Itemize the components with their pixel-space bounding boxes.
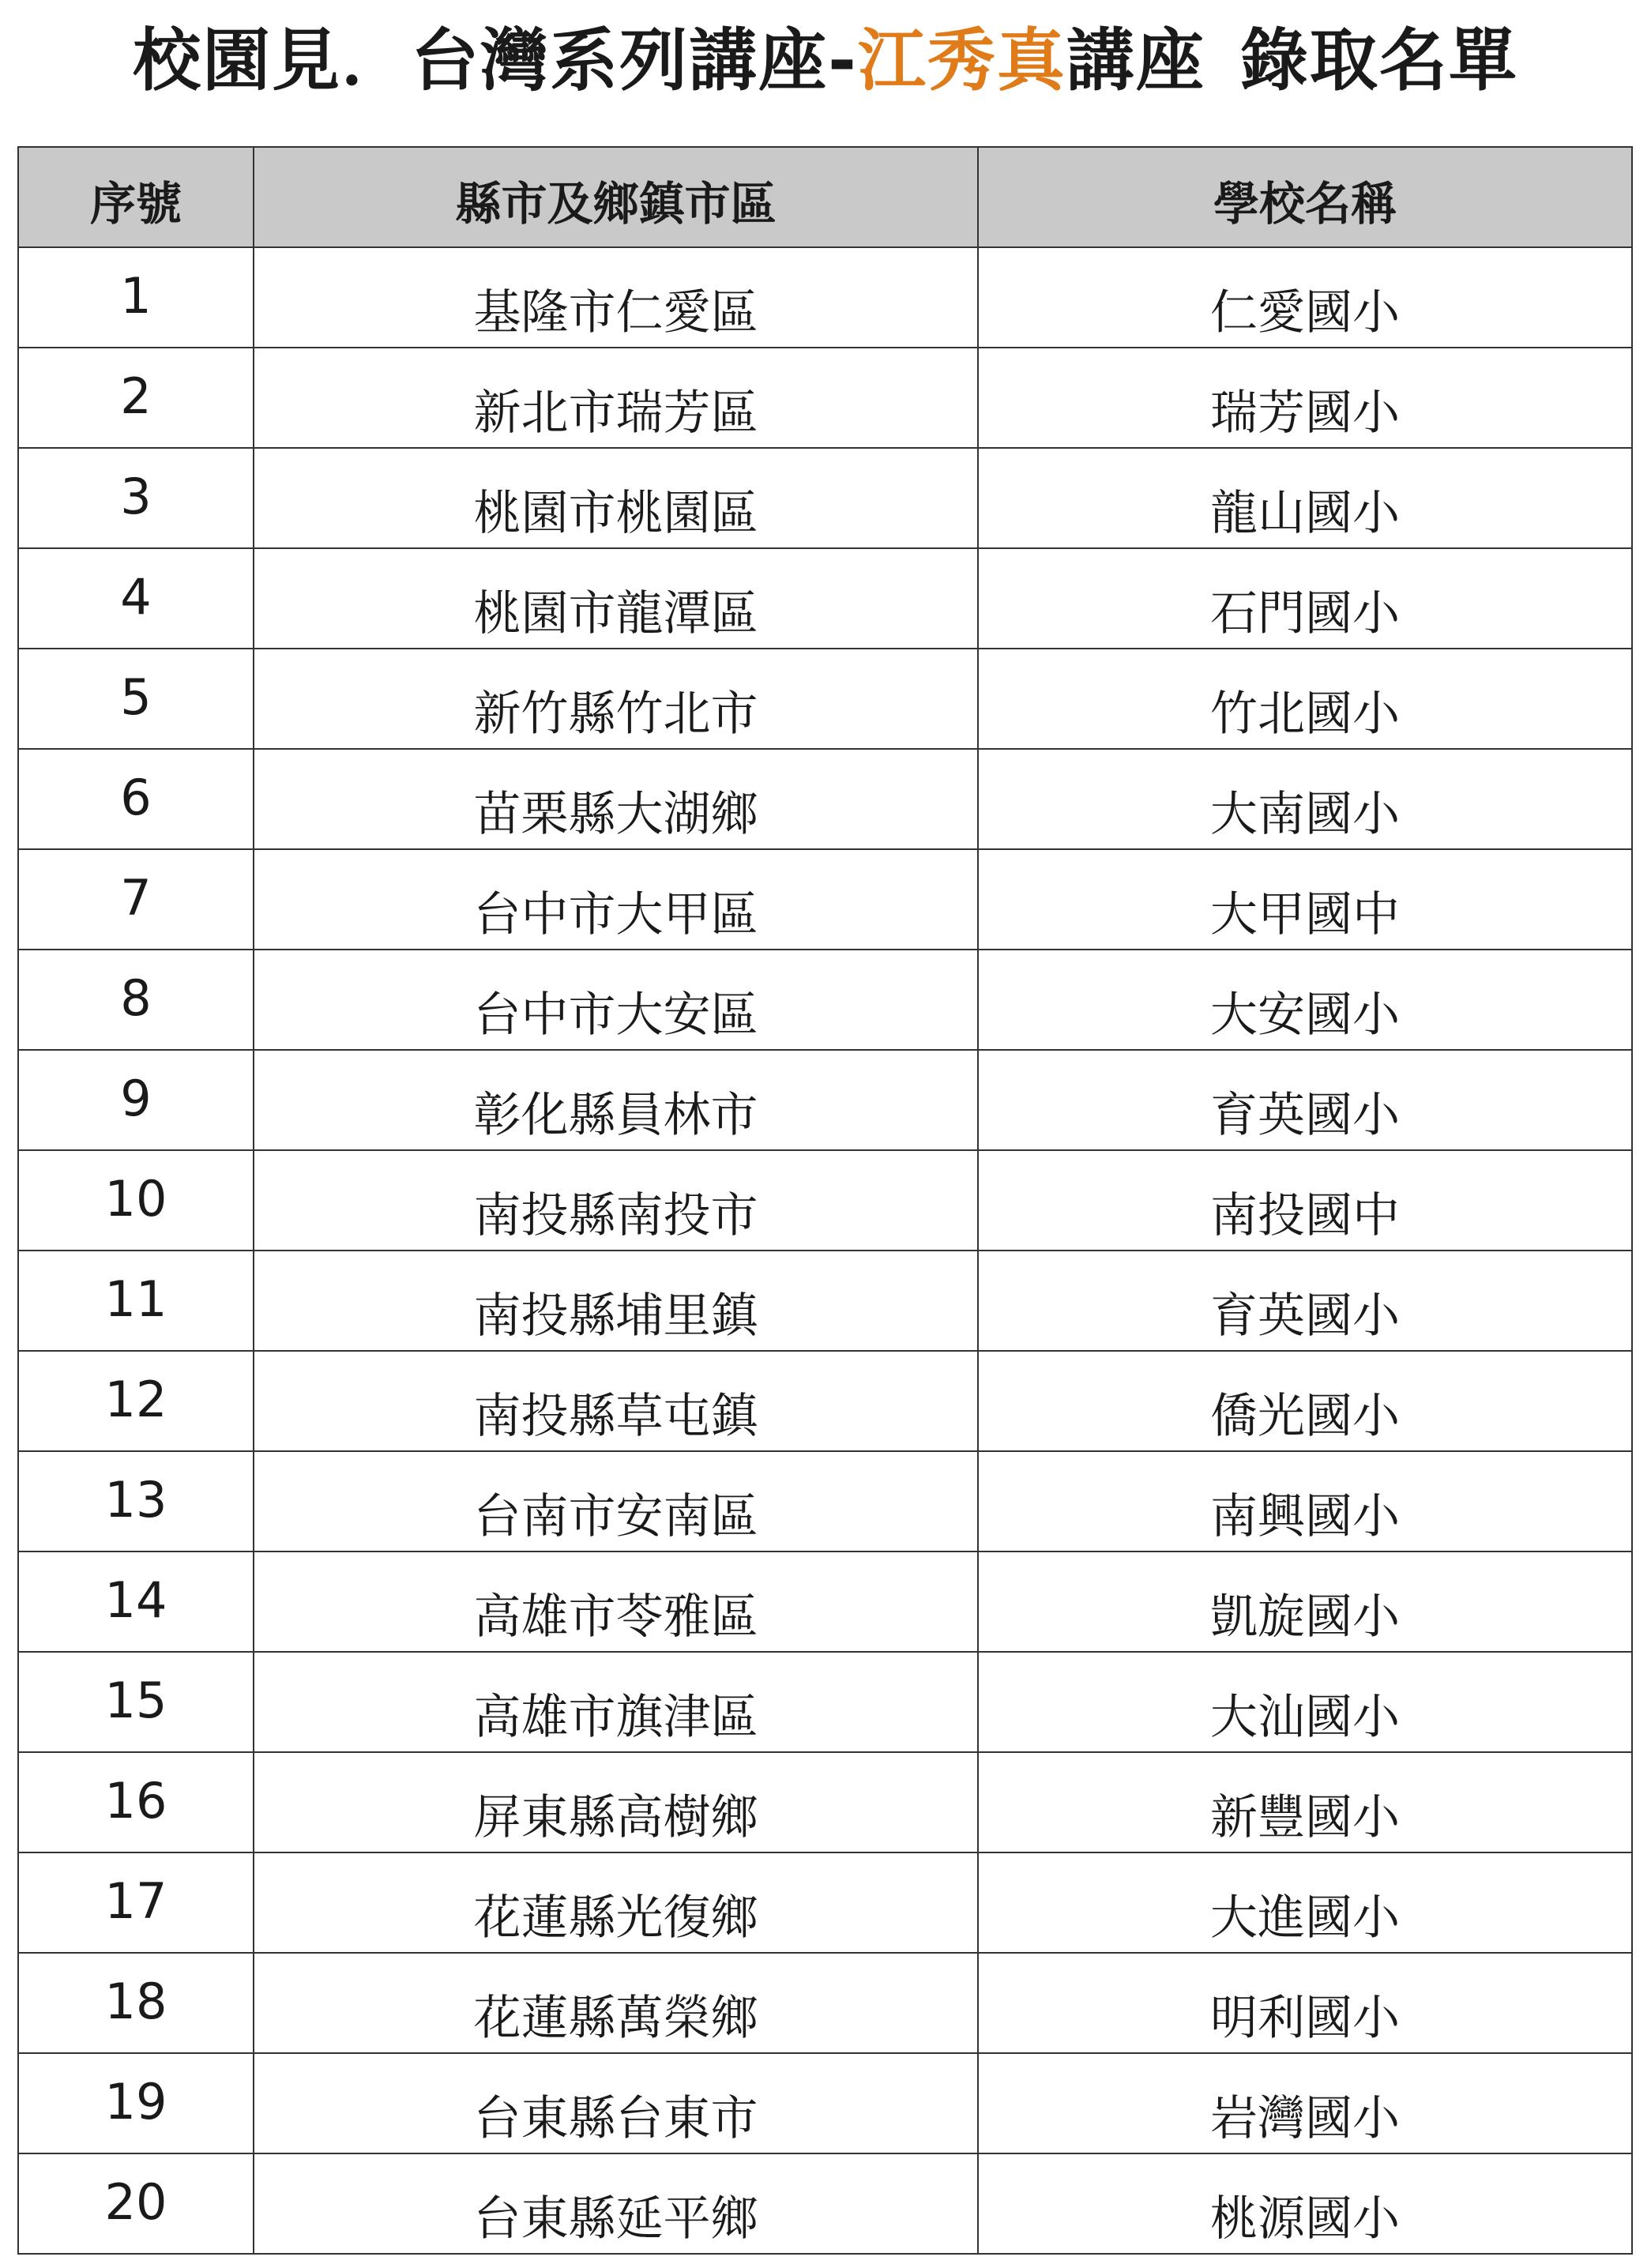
table-row [18,649,1632,749]
cell-area: 桃園市龍潭區 [254,548,978,649]
cell-area: 台南市安南區 [254,1451,978,1551]
cell-number: 5 [18,649,254,749]
table-row [18,548,1632,649]
table-row [18,2153,1632,2254]
cell-school: 大汕國小 [978,1652,1632,1752]
cell-area: 南投縣草屯鎮 [254,1351,978,1451]
title-speaker-name: 江秀真 [857,21,1066,100]
table-row [18,247,1632,348]
cell-school: 南投國中 [978,1150,1632,1251]
cell-area: 花蓮縣光復鄉 [254,1852,978,1953]
title-text: 校園見．台灣系列講座- [133,21,858,100]
page-title [0,17,1651,104]
header-row [18,147,1632,247]
cell-number: 4 [18,548,254,649]
table-row [18,1050,1632,1150]
cell-area: 台東縣台東市 [254,2053,978,2153]
cell-area: 基隆市仁愛區 [254,247,978,348]
title-suffix: 講座 [1066,21,1205,100]
cell-number: 19 [18,2053,254,2153]
cell-number: 15 [18,1652,254,1752]
table-header [18,147,1632,247]
column-header-area: 縣市及鄉鎮市區 [254,147,978,247]
cell-number: 11 [18,1251,254,1351]
table-row [18,950,1632,1050]
table-body [18,247,1632,2254]
cell-school: 竹北國小 [978,649,1632,749]
table-row [18,1953,1632,2053]
table-row [18,448,1632,548]
table-row [18,348,1632,448]
cell-number: 6 [18,749,254,849]
cell-school: 大甲國中 [978,849,1632,950]
cell-area: 花蓮縣萬榮鄉 [254,1953,978,2053]
cell-school: 育英國小 [978,1050,1632,1150]
cell-number: 16 [18,1752,254,1852]
title-list-label: 錄取名單 [1239,21,1518,100]
cell-school: 大進國小 [978,1852,1632,1953]
cell-area: 高雄市旗津區 [254,1652,978,1752]
cell-number: 7 [18,849,254,950]
table-row [18,2053,1632,2153]
cell-area: 屏東縣高樹鄉 [254,1752,978,1852]
cell-school: 瑞芳國小 [978,348,1632,448]
table-row [18,749,1632,849]
cell-number: 1 [18,247,254,348]
cell-number: 13 [18,1451,254,1551]
cell-school: 龍山國小 [978,448,1632,548]
table-row [18,1451,1632,1551]
cell-school: 明利國小 [978,1953,1632,2053]
table-row [18,849,1632,950]
cell-number: 8 [18,950,254,1050]
cell-school: 凱旋國小 [978,1551,1632,1652]
table-row [18,1351,1632,1451]
cell-number: 10 [18,1150,254,1251]
cell-number: 9 [18,1050,254,1150]
table-row [18,1652,1632,1752]
table-row [18,1852,1632,1953]
cell-school: 岩灣國小 [978,2053,1632,2153]
cell-number: 18 [18,1953,254,2053]
cell-school: 大南國小 [978,749,1632,849]
column-header-school: 學校名稱 [978,147,1632,247]
column-header-number: 序號 [18,147,254,247]
cell-number: 12 [18,1351,254,1451]
cell-area: 彰化縣員林市 [254,1050,978,1150]
cell-school: 石門國小 [978,548,1632,649]
cell-area: 新北市瑞芳區 [254,348,978,448]
cell-area: 桃園市桃園區 [254,448,978,548]
cell-school: 桃源國小 [978,2153,1632,2254]
cell-number: 17 [18,1852,254,1953]
table-row [18,1551,1632,1652]
admission-list-table [17,146,1633,2255]
cell-area: 台中市大安區 [254,950,978,1050]
cell-number: 3 [18,448,254,548]
cell-school: 僑光國小 [978,1351,1632,1451]
cell-school: 仁愛國小 [978,247,1632,348]
cell-number: 2 [18,348,254,448]
cell-area: 新竹縣竹北市 [254,649,978,749]
cell-school: 新豐國小 [978,1752,1632,1852]
cell-area: 高雄市苓雅區 [254,1551,978,1652]
cell-area: 台中市大甲區 [254,849,978,950]
cell-school: 南興國小 [978,1451,1632,1551]
cell-area: 台東縣延平鄉 [254,2153,978,2254]
cell-area: 南投縣埔里鎮 [254,1251,978,1351]
cell-number: 20 [18,2153,254,2254]
cell-area: 南投縣南投市 [254,1150,978,1251]
cell-number: 14 [18,1551,254,1652]
table-row [18,1150,1632,1251]
cell-school: 育英國小 [978,1251,1632,1351]
table-row [18,1251,1632,1351]
cell-area: 苗栗縣大湖鄉 [254,749,978,849]
table-row [18,1752,1632,1852]
cell-school: 大安國小 [978,950,1632,1050]
